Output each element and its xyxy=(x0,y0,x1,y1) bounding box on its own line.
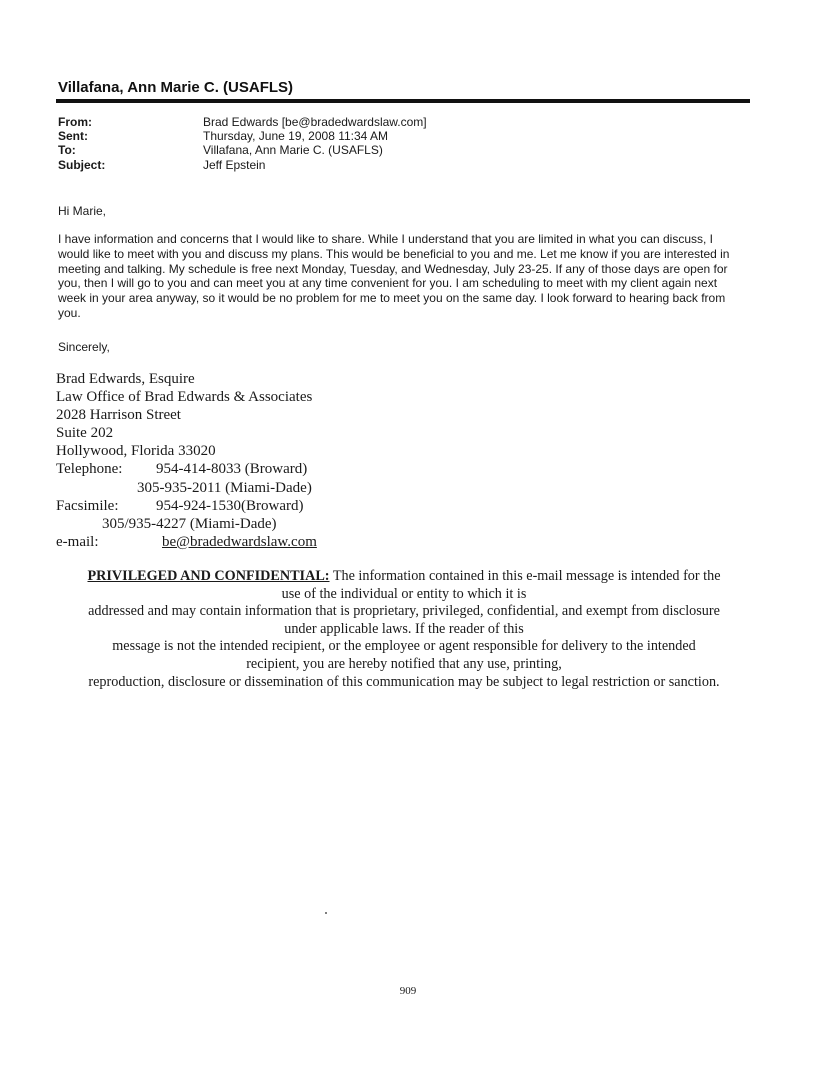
signature-block xyxy=(56,370,317,551)
signature-city: Hollywood, Florida 33020 xyxy=(56,443,216,460)
telephone-primary: 954-414-8033 (Broward) xyxy=(156,461,308,478)
notice-line-6: recipient, you are hereby notified that any use, printing, xyxy=(246,655,562,672)
header-sent-label: Sent: xyxy=(58,129,88,144)
scan-speck xyxy=(325,912,327,914)
notice-text-1: The information contained in this e-mail message is intended for the xyxy=(332,568,721,584)
email-link[interactable]: be@bradedwardslaw.com xyxy=(162,533,317,550)
header-from-row xyxy=(58,115,427,129)
header-subject-row xyxy=(58,158,427,172)
signature-firm: Law Office of Brad Edwards & Associates xyxy=(56,389,313,406)
header-sent-value: Thursday, June 19, 2008 11:34 AM xyxy=(203,129,389,144)
fax-label: Facsimile: xyxy=(56,497,119,514)
email-headers xyxy=(58,115,427,172)
signature-telephone-row xyxy=(56,460,317,478)
salutation: Hi Marie, xyxy=(58,204,107,218)
fax-secondary: 305/935-4227 (Miami-Dade) xyxy=(102,515,277,532)
notice-line-3: addressed and may contain information that is proprietary, privileged, confidential, and exempt from disclosure xyxy=(88,603,720,620)
header-from-value: Brad Edwards [be@bradedwardslaw.com] xyxy=(203,115,427,129)
header-from-label: From: xyxy=(58,115,92,129)
header-sent-row xyxy=(58,129,427,143)
header-to-value: Villafana, Ann Marie C. (USAFLS) xyxy=(203,143,383,158)
telephone-label: Telephone: xyxy=(56,461,123,478)
notice-line-5: message is not the intended recipient, or the employee or agent responsible for delivery to the intended xyxy=(112,638,696,655)
signature-street: 2028 Harrison Street xyxy=(56,407,181,424)
header-subject-label: Subject: xyxy=(58,157,106,172)
notice-line-4: under applicable laws. If the reader of this xyxy=(284,620,524,637)
mailbox-owner-title: Villafana, Ann Marie C. (USAFLS) xyxy=(58,79,294,96)
notice-line-2: use of the individual or entity to which it is xyxy=(281,585,527,602)
notice-line-7: reproduction, disclosure or dissemination of this communication may be subject to legal restriction or sanction. xyxy=(88,673,720,690)
email-body: I have information and concerns that I would like to share. While I understand that you are limited in what you can discuss, I would like to meet with you and discuss my plans. This would be beneficial to you and me. Let me know if you are interested in meeting and talking. My schedule is free next Monday, Tuesday, and Wednesday, July 23-25. If any of those days are open for you, then I will go to you and can meet you at any time convenient for you. I am scheduling to meet with my client again next week in your area anyway, so it would be no problem for me to meet you on the same day. I look forward to hearing back from you. xyxy=(58,232,730,320)
closing: Sincerely, xyxy=(58,340,110,354)
header-to-row xyxy=(58,143,427,157)
confidentiality-notice xyxy=(52,568,756,691)
signature-fax-row xyxy=(56,497,317,515)
notice-line-1 xyxy=(52,568,756,586)
telephone-secondary: 305-935-2011 (Miami-Dade) xyxy=(137,479,312,496)
fax-primary: 954-924-1530(Broward) xyxy=(156,497,304,514)
notice-heading: PRIVILEGED AND CONFIDENTIAL: xyxy=(87,568,330,584)
header-to-label: To: xyxy=(58,143,76,158)
signature-email-row xyxy=(56,533,317,551)
signature-name: Brad Edwards, Esquire xyxy=(56,371,195,387)
signature-suite: Suite 202 xyxy=(56,425,114,442)
header-subject-value: Jeff Epstein xyxy=(203,157,266,172)
header-divider xyxy=(56,99,750,103)
page-number: 909 xyxy=(399,985,417,997)
email-label: e-mail: xyxy=(56,533,99,550)
